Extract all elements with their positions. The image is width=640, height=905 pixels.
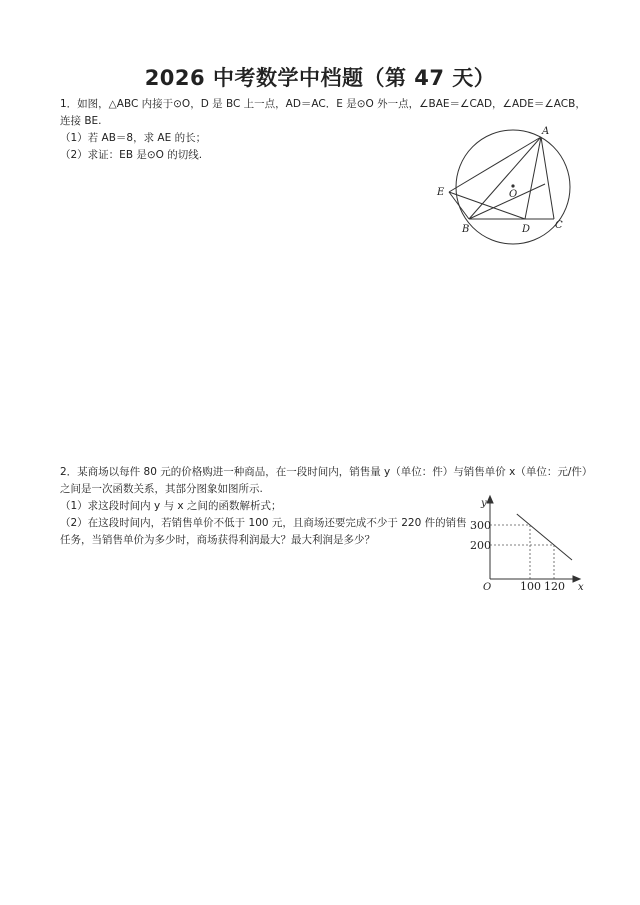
label-a: A [542,126,550,137]
question-1-part-2: （2）求证：EB 是⊙O 的切线. [60,149,203,161]
segment-ab [469,137,541,219]
function-line [517,514,572,560]
y-axis-arrow [487,496,493,503]
x-tick-label-100: 100 [520,580,541,593]
segment-ae [449,137,541,192]
page-title: 2026 中考数学中档题（第 47 天） [144,66,496,90]
origin-label: O [483,582,492,593]
x-axis-label: x [578,582,584,593]
segment-bd-diag [469,184,545,219]
y-tick-label-200: 200 [470,539,491,552]
x-tick-label-120: 120 [544,580,565,593]
question-2-part-1: （1）求这段时间内 y 与 x 之间的函数解析式； [60,500,282,512]
label-c: C [555,220,563,231]
segment-ad [525,137,541,219]
label-b: B [462,224,470,235]
label-e: E [437,187,445,198]
segment-ac [541,137,554,219]
label-o: O [509,189,518,200]
question-1-part-1: （1）若 AB＝8，求 AE 的长； [60,132,207,144]
center-point-o [511,184,514,187]
y-tick-label-300: 300 [470,519,491,532]
y-axis-label: y [481,498,487,509]
question-2-part-2: （2）在这段时间内，若销售单价不低于 100 元，且商场还要完成不少于 220 件的销售任务，当销售单价为多少时，商场获得利润最大？最大利润是多少？ [60,517,467,546]
label-d: D [522,224,531,235]
circle-figure [437,124,597,244]
question-2-stem: 2．某商场以每件 80 元的价格购进一种商品，在一段时间内，销售量 y（单位：件）与销售单价 x（单位：元/件）之间是一次函数关系，其部分图象如图所示. [60,466,588,495]
linear-function-chart [470,494,600,594]
question-1-stem: 1．如图，△ABC 内接于⊙O，D 是 BC 上一点，AD＝AC．E 是⊙O 外一点，∠BAE＝∠CAD，∠ADE＝∠ACB，连接 BE. [60,98,586,127]
